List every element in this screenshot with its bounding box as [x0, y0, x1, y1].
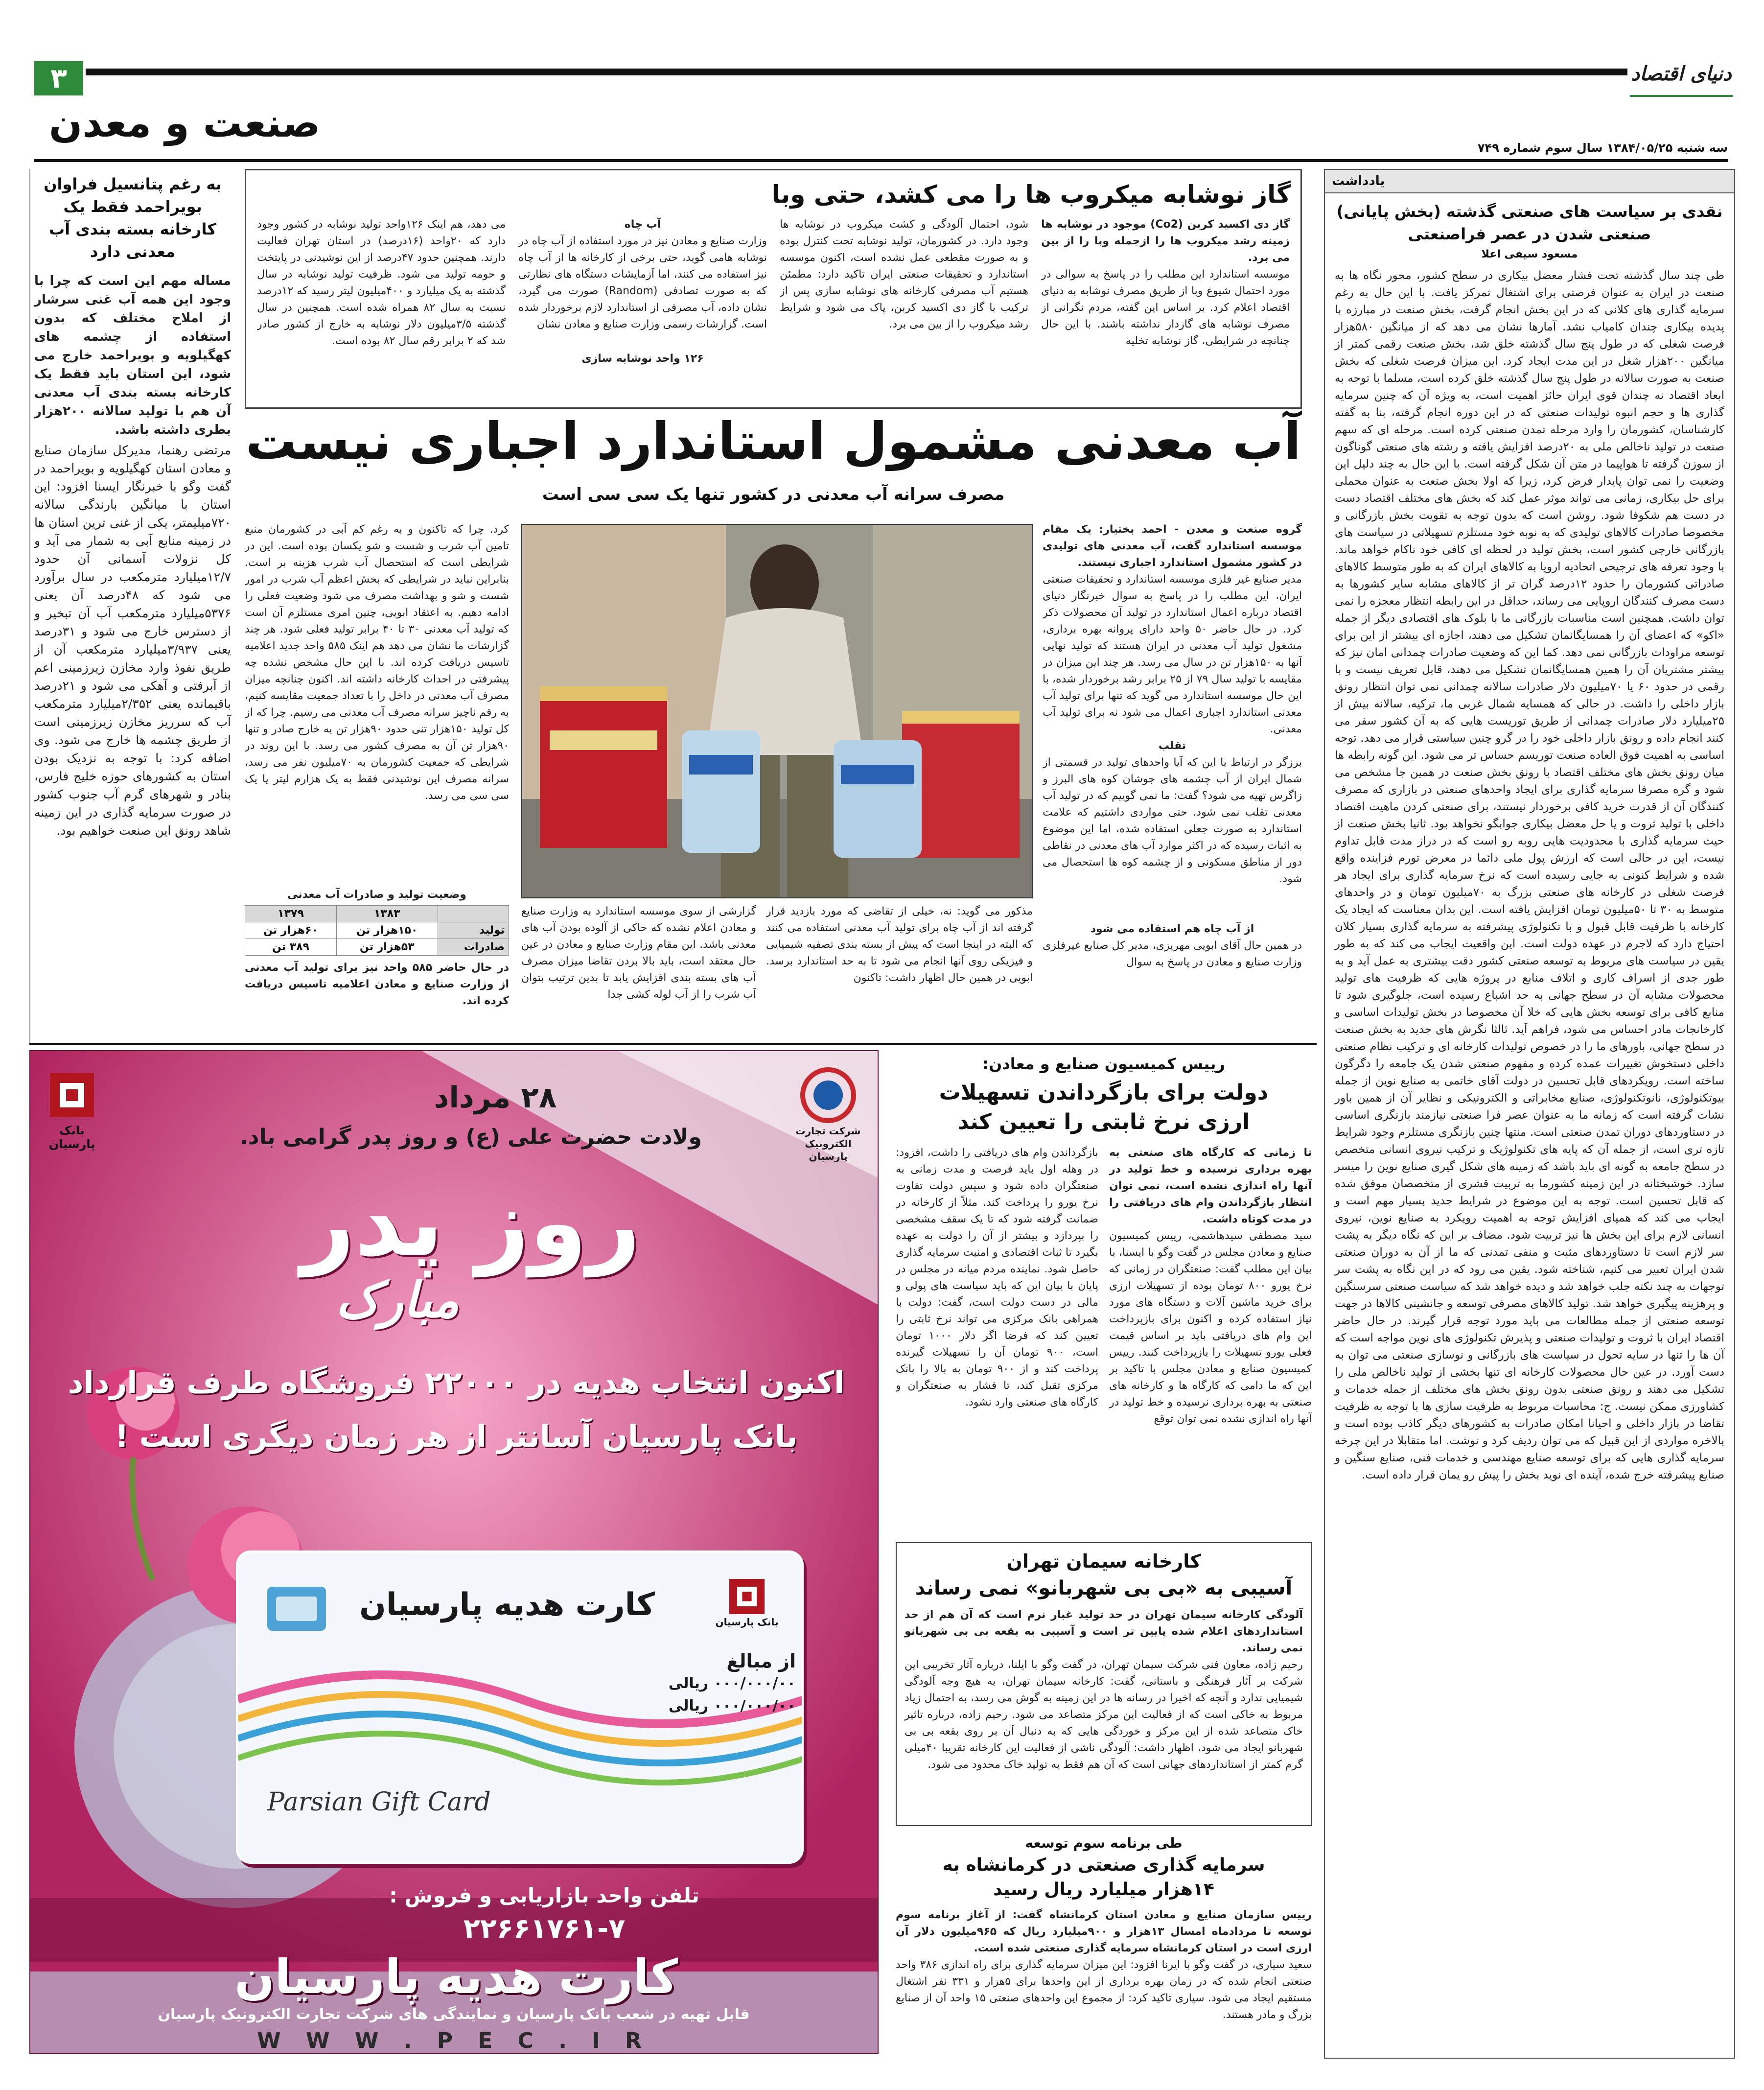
- bank-logo-text: بانک پارسیان: [48, 1124, 95, 1151]
- masthead-rule: [34, 159, 1728, 162]
- table-row: [245, 922, 509, 939]
- currency-kicker: رییس کمیسیون صنایع و معادن:: [982, 1055, 1225, 1073]
- main-col1-lead: گروه صنعت و معدن - احمد بختیار: یک مقام موسسه استاندارد گفت، آب معدنی های تولیدی در کشور مشمول استاندارد اجباری نیستند.: [1043, 523, 1302, 569]
- card-amount-2: ۰۰۰/۰۰۰/۰۰ ریالی: [668, 1697, 796, 1714]
- company-logo: [789, 1066, 867, 1164]
- gas-story-sub2: ۱۲۶ واحد نوشابه سازی: [581, 352, 704, 365]
- photo-illustration: [521, 525, 1032, 898]
- pec-logo-icon: [799, 1066, 858, 1125]
- gas-story-col3: وزارت صنایع و معادن نیز در مورد استفاده از آب چاه در نوشابه هامی گوید، حتی برخی از کارخانه ها از آب چاه نیز استفاده می کنند، اما آزمایشات دستگاه های نظارتی که به صورت تصادفی (Random) صورت می گیرد، نشان داده، آب مصرفی از استاندارد لازم برخوردار شده است. گزارشات رسمی وزارت صنایع و معادن نشان: [518, 235, 767, 330]
- ad-website: W W W . P E C . I R: [257, 2028, 650, 2053]
- table-header-cell: ۱۳۸۳: [337, 906, 438, 922]
- parsian-gift-card-ad: [29, 1050, 879, 2054]
- editorial-headline: نقدی بر سیاست های صنعتی گذشته (بخش پایانی) صنعتی شدن در عصر فراصنعتی: [1336, 202, 1723, 243]
- ad-brand: کارت هدیه پارسیان: [234, 1949, 678, 2004]
- gas-story-sub1: آب چاه: [624, 218, 661, 231]
- editorial-label: یادداشت: [1332, 174, 1385, 188]
- card-bank-name: بانک پارسیان: [715, 1616, 779, 1628]
- card-title: کارت هدیه پارسیان: [359, 1587, 655, 1623]
- currency-col2: بازگرداندن وام های دریافتی را داشت، افزود: در وهله اول باید فرصت و مدت زمانی به صنعتگران داده شود و سپس دولت تفاوت نرخ یورو را پرداخت کند. مثلاً از کارخانه در ضمانت گرفته شود که تا یک سقف مشخصی را بپردازد و بیشتر از آن را دولت به عهده بگیرد تا ثبات اقتصادی و امنیت سرمایه گذاری حاصل شود. نماینده مردم میانه در مجلس در پایان با بیان این که باید سیاست های پولی و مالی در دست دولت است، گفت: دولت با همراهی بانک مرکزی می تواند نرخ ثابتی را تعیین کند که فرضا اگر دلار ۱۰۰۰ تومان است، ۹۰۰ تومان آن را تسهیلات گیرنده پرداخت کند و از ۹۰۰ تومان به بالا را بانک مرکزی تقبل کند، تا فشار به صنعتگران و کارگاه های صنعتی وارد نشود.: [896, 1147, 1098, 1409]
- main-col4-body: کرد. چرا که تاکنون و به رغم کم آبی در کشورمان منبع تامین آب شرب و شست و شو یکسان بوده است. این در شرایطی است که استحصال آب شرب هزینه بر است. بنابراین نباید در شرایطی که بخش اعظم آب شرب در امور شست و شو و بهداشت مصرف می شود وضعیت فعلی را ادامه دهیم. به اعتقاد ابویی، چنین امری مستلزم آن است که تولید آب معدنی ۳۰ تا ۴۰ برابر تولید فعلی شود. هر چند گزارشات ما نشان می دهد هم اینک ۵۸۵ واحد جدید اعلامیه تاسیس دریافت کرده اند. با این حال مشخص نشده چه پیشرفتی در احداث کارخانه داشته اند. اکنون چنانچه میزان مصرف آب معدنی در داخل را با تعداد جمعیت مقایسه کنیم، به رقم ناچیز سرانه مصرف آب معدنی می رسیم. چرا که از کل تولید ۱۵۰هزار تنی حدود ۹۰هزار تن به خارج صادر و تنها ۹۰هزار تن آن به مصرف کشور می رسد. با این روند در شرایطی که جمعیت کشورمان به ۷۰میلیون نفر می رسد، سرانه مصرف این نوشیدنی فقط به یک هزارم لیتر یا یک سی سی می رسد.: [245, 523, 509, 802]
- gas-story-lead: گاز دی اکسید کربن (Co2) موجود در نوشابه ها زمینه رشد میکروب ها را ازجمله وبا را از بین می برد.: [1041, 218, 1290, 264]
- ad-headline-2: بانک پارسیان آسانتر از هر زمان دیگری است !: [115, 1418, 798, 1454]
- ad-congrats: مبارک: [335, 1271, 459, 1329]
- table-header-cell: ۱۳۷۹: [245, 906, 337, 922]
- company-name: شرکت تجارت الکترونیک پارسیان: [795, 1125, 861, 1162]
- kermanshah-kicker: طی برنامه سوم توسعه: [1025, 1835, 1183, 1851]
- cement-body: رحیم زاده، معاون فنی شرکت سیمان تهران، در گفت وگو با ایلنا، درباره آثار تخریبی این شرکت بر آثار فرهنگی و باستانی، گفت: کارخانه سیمان تهران، به هیچ وجه آلودگی شیمیایی ندارد و آنچه که اخیرا در رسانه ها در این زمینه به گوش می رسد، به احتمال زیاد مربوط به خاکی است که از فعالیت این مرکز متصاعد می شود. رحیم زاده، درباره تاثیر خاک متصاعد شده از این مرکز و خوردگی هایی که به دنبال آن بر روی بقعه بی بی شهربانو ایجاد می شود، اظهار داشت: آلودگی ناشی از فعالیت این کارخانه تقریبا ۴۰میلی گرم کمتر از استانداردهای جهانی است که آن هم فقط به تولید خاک محدود می شود.: [905, 1659, 1303, 1771]
- gas-story-col4: می دهد، هم اینک ۱۲۶واحد تولید نوشابه در کشور وجود دارد که ۲۰واحد (۱۶درصد) در استان تهران فعالیت دارند. همچنین حدود ۴۷درصد از این نوشیدنی در پایتخت و حومه تولید می شود. ظرفیت تولید نوشابه در سال گذشته به یک میلیارد و ۴۰۰میلیون لیتر رسید که ۱۲درصد نسبت به سال ۸۲ همراه شده است. همچنین در سال گذشته ۳/۵میلیون دلار نوشابه به خارج از کشور صادر شد که ۲ برابر رقم سال ۸۲ بوده است.: [257, 218, 506, 347]
- currency-headline: دولت برای بازگرداندن تسهیلات ارزی نرخ ثابتی را تعیین کند: [939, 1080, 1269, 1134]
- kermanshah-body: سعید سیاری، در گفت وگو با ایرنا افزود: این میزان سرمایه گذاری برای راه اندازی ۳۸۶ واحد صنعتی انجام شده که در زمان بهره برداری از این واحدها برای ۵هزار و ۳۳۱ نفر اشتغال مستقیم ایجاد می شود. سیاری تاکید کرد: از مجموع این واحدهای صنعتی ۱۵ واحد آن از صنایع بزرگ و مادر هستند.: [896, 1959, 1312, 2021]
- ad-headline-1: اکنون انتخاب هدیه در ۲۲۰۰۰ فروشگاه طرف قرارداد: [68, 1364, 845, 1400]
- card-bank-logo-icon: [727, 1577, 766, 1616]
- table-cell: ۵۳هزار تن: [337, 939, 438, 956]
- cement-headline: آسیبی به «بی بی شهربانو» نمی رساند: [915, 1577, 1293, 1599]
- editorial-label-bar: [1325, 170, 1734, 193]
- main-col1-sub1: تقلب: [1158, 740, 1186, 752]
- table-cell: تولید: [438, 922, 509, 939]
- paper-logo: دنیای اقتصاد: [1630, 63, 1733, 97]
- gas-story-col2: شود، احتمال آلودگی و کشت میکروب در نوشابه ها وجود دارد. در کشورمان، تولید نوشابه تحت کنترل بوده و به صورت مقطعی عمل نشده است، اکنون موسسه استاندارد و تحقیقات صنعتی ایران تاکید دارد: مطمئن هستیم آب مصرفی کارخانه های نوشابه سازی پس از ترکیب با گاز دی اکسید کربن، پاک می شود و شرایط رشد میکروب را از بین می برد.: [780, 218, 1028, 330]
- card-bank-logo: [708, 1577, 786, 1641]
- main-subhead: مصرف سرانه آب معدنی در کشور تنها یک سی سی است: [542, 485, 1005, 504]
- main-col3: [521, 903, 756, 1035]
- page-number: ۳: [50, 62, 68, 94]
- water-stats-table: [245, 905, 509, 956]
- gift-card: [236, 1550, 804, 1864]
- ad-occasion: ولادت حضرت علی (ع) و روز پدر گرامی باد.: [240, 1125, 702, 1150]
- editorial-author: مسعود سیفی اعلا: [1481, 248, 1578, 260]
- left-body: مرتضی رهنما، مدیرکل سازمان صنایع و معادن استان کهگیلویه و بویراحمد در گفت وگو با خبرنگار ایسنا افزود: این استان با میانگین بارندگی سالانه ۷۲۰میلیمتر، یکی از غنی ترین استان ها در زمینه منابع آبی به شمار می آید و کل نزولات آسمانی آن حدود ۱۲/۷میلیارد مترمکعب در سال برآورد می شود که ۴۸درصد آن یعنی ۵۳۷۶میلیارد مترمکعب آب آن تبخیر و از دسترس خارج می شود و ۳۱درصد یعنی ۳/۹۳۷میلیارد مترمکعب آن از طریق نفوذ وارد مخازن زیرزمینی اعم از آبرفتی و آهکی می شود و ۲۱درصد باقیمانده یعنی ۲/۳۵۲میلیارد مترمکعب آب که سرریز مخازن زیرزمینی است از طریق چشمه ها خارج می شود. وی اضافه کرد: با توجه به نزدیک بودن استان به کشورهای حوزه خلیج فارس، بنادر و شهرهای گرم آب جنوب کشور در صورت سرمایه گذاری در این زمینه شاهد رونق این صنعت خواهیم بود.: [34, 443, 232, 838]
- main-col1-body2: برزگر در ارتباط با این که آیا واحدهای تولید در قسمتی از شمال ایران از آب چشمه های جوشان کوه های البرز و زاگرس تهیه می شود؟ گفت: ما نمی گوییم که در تولید آب معدنی تقلب نمی شود. حتی مواردی داشتیم که علامت استاندارد به صورت جعلی استفاده شده، اما این موضوع به اثبات رسیده که در اکثر موارد آب های معدنی در نقاطی دور از مناطق مسکونی و از چشمه کوه ها استحصال می شود.: [1043, 756, 1302, 885]
- table-cell: ۶۰هزار تن: [245, 922, 337, 939]
- editorial-column: [1324, 169, 1735, 2059]
- currency-lead: تا زمانی که کارگاه های صنعتی به بهره برداری نرسیده و خط تولید در آنها راه اندازی نشده است، نمی توان انتظار بازگرداندن وام های دریافتی را در مدت کوتاه داشت.: [1109, 1147, 1312, 1225]
- main-col1: [1043, 521, 1302, 1035]
- table-row: [245, 939, 509, 956]
- table-header-row: [245, 906, 509, 922]
- table-cell: ۱۵۰هزار تن: [337, 922, 438, 939]
- ad-date: ۲۸ مرداد: [434, 1080, 557, 1115]
- table-cell: ۳۸۹ تن: [245, 939, 337, 956]
- bank-logo: [40, 1071, 104, 1218]
- cement-story-box: [896, 1542, 1312, 1826]
- left-column: [29, 169, 235, 1045]
- cement-kicker: کارخانه سیمان تهران: [1006, 1550, 1201, 1572]
- main-col2: [766, 903, 1033, 1035]
- main-col3-body: گزارشی از سوی موسسه استاندارد به وزارت صنایع و معادن اعلام نشده که حاکی از آلوده بودن آب های معدنی باشد. این مقام وزارت صنایع و معادن در عین حال معتقد است، باید بالا بردن تقاضا میزان مصرف آب های بسته بندی افزایش یابد تا بدین ترتیب بتوان آب شرب را از آب لوله کشی جدا: [521, 905, 756, 1001]
- main-col1-body: مدیر صنایع غیر فلزی موسسه استاندارد و تحقیقات صنعتی ایران، این مطلب را در پاسخ به سوال خبرنگار دنیای اقتصاد درباره اعمال استاندارد در تولید آن محصولات ذکر کرد. در حال حاضر ۵۰ واحد دارای پروانه بهره برداری، مشغول تولید آب معدنی در ایران هستند که تولید نهایی آنها به ۱۵۰هزار تن در سال می رسد. هر چند این میزان در مقایسه با تولید سال ۷۹ از ۲۵ برابر رشد برخوردار شده، با این حال موسسه استاندارد می گوید که تنها برای تولید آب معدنی استاندارد اجباری اعمال می شود نه برای تولید آب معدنی.: [1043, 573, 1302, 735]
- left-lead: مساله مهم این است که چرا با وجود این همه آب غنی سرشار از املاح مختلف که بدون استفاده از چشمه های کهگیلویه و بویراحمد خارج می شود، این استان باید فقط یک کارخانه بسته بندی آب معدنی آن هم با تولید سالانه ۲۰۰هزار بطری داشته باشد.: [34, 274, 231, 437]
- gas-story-col1: موسسه استاندارد این مطلب را در پاسخ به سوالی در مورد احتمال شیوع وبا از طریق مصرف نوشابه به دنیای اقتصاد اعلام کرد. بر اساس این گفته، مردم نگرانی از مصرف نوشابه های گازدار نداشته باشند. با این حال چنانچه در شرایطی، گاز نوشابه تخلیه: [1041, 268, 1290, 347]
- main-bottom-rule: [29, 1043, 1317, 1045]
- currency-col1: سید مصطفی سیدهاشمی، رییس کمیسیون صنایع و معادن مجلس در گفت وگو با ایسنا، با بیان این مطلب گفت: صنعتگران در زمانی که نرخ یورو ۸۰۰ تومان بوده از تسهیلات ارزی برای خرید ماشین آلات و دستگاه های مورد نیاز استفاده کرده و اکنون برای بازپرداخت این وام های دریافتی باید بر اساس قیمت فعلی یورو تسهیلات را بازپرداخت کنند. رییس کمیسیون صنایع و معادن مجلس با تاکید بر این که ما دامی که کارگاه ها و کارخانه های صنعتی به بهره برداری نرسیده و خط تولید در آنها راه اندازی نشده نمی توان توقع: [1109, 1230, 1312, 1425]
- main-col1-body3: در همین حال آقای ابویی مهریزی، مدیر کل صنایع غیرفلزی وزارت صنایع و معادن در پاسخ به سوال: [1043, 939, 1302, 968]
- water-table-footnote: در حال حاضر ۵۸۵ واحد نیز برای تولید آب معدنی از وزارت صنایع و معادن اعلامیه تاسیس دریافت کرده اند.: [245, 962, 509, 1007]
- cement-lead: آلودگی کارخانه سیمان تهران در حد تولید غبار نرم است که آن هم از حد استانداردهای اعلام شده پایین تر است و آسیبی به بقعه بی بی شهربانو نمی رساند.: [905, 1609, 1303, 1654]
- main-col2-body: مذکور می گوید: نه، خیلی از تقاضی که مورد بازدید قرار گرفته اند از آب چاه برای تولید آب معدنی استفاده می کنند که البته در اینجا است که پیش از بسته بندی تصفیه شیمیایی و فیزیکی روی آنها انجام می شود تا به حد استاندارد برسد. ابویی در همین حال اظهار داشت: تاکنون: [766, 905, 1033, 984]
- currency-story: [896, 1053, 1312, 1542]
- gas-story-headline: گاز نوشابه میکروب ها را می کشد، حتی وبا: [771, 180, 1291, 209]
- left-headline: به رغم پتانسیل فراوان بویراحمد فقط یک کارخانه بسته بندی آب معدنی دارد: [44, 175, 222, 261]
- gas-story-box: [245, 169, 1302, 409]
- table-cell: صادرات: [438, 939, 509, 956]
- ad-availability: قابل تهیه در شعب بانک پارسیان و نمایندگی های شرکت تجارت الکترونیک پارسیان: [158, 2006, 750, 2023]
- masthead-top-rule: [86, 69, 1627, 75]
- water-table-title: وضعیت تولید و صادرات آب معدنی: [287, 889, 466, 901]
- mineral-water-photo: [521, 524, 1033, 898]
- bank-logo-icon: [47, 1071, 96, 1120]
- kermanshah-story: [896, 1833, 1312, 2049]
- main-col4: [245, 521, 509, 1035]
- card-amount-1: ۰۰۰/۰۰۰/۰۰ ریالی: [668, 1675, 796, 1692]
- ad-phone: ۲۲۶۶۱۷۶۱-۷: [463, 1913, 626, 1945]
- card-amount-label: از مبالغ: [726, 1650, 796, 1672]
- editorial-body: طی چند سال گذشته تحت فشار معضل بیکاری در سطح کشور، محور نگاه ها به صنعت در ایران به عنوان فرصتی برای اشتغال تمرکز یافت. با این حال به رغم سرمایه گذاری های کلانی که در این بخش انجام گرفت، بخش صنعت در مبارزه با پدیده بیکاری چندان کامیاب نشد. آمارها نشان می دهد که از میانگین ۵۸۰هزار فرصت شغلی که در طول پنج سال گذشته خلق شد، بخش صنعت رقمی کمتر از میانگین ۲۰۰هزار شغل در این مدت ایجاد کرد. این میزان فرصت شغلی که بخش صنعت به صورت سالانه در طول پنج سال گذشته خلق کرده است، مسلما با توجه به ابعاد اقتصاد نه چندان قوی ایران حائز اهمیت است، به ویژه آن که چنین سرمایه گذاری ها و حجم انبوه تولیدات صنعتی که در این دوره انجام گرفته، بنا به گفته کارشناسان، کشورمان را وارد مرحله تمدن صنعتی کرده است. مرحله ای که سهم صنعت در تولید ناخالص ملی به ۲۰درصد افزایش یافته و رشته های صنعتی گوناگون از سوزن گرفته تا هواپیما در متن آن شکل گرفته است. با این حال به چند دلیل این وضعیت را نمی توان پایدار فرض کرد، زیرا که اولا بخش صنعت به عنوان محملی برای حل بیکاری، زمانی می تواند موثر عمل کند که بخش های مختلف اقتصاد دست در دست هم شکوفا شود. روشن است که بدون توجه به تقویت بخش بازرگانی و مخصوصا صادرات کالاهای تولیدی که به نوبه خود مستلزم تسهیلاتی در سیاست های بازرگانی خارجی کشور است، بخش تولید در لحظه ای کافی خود ناکام خواهد ماند. با وجود تعرفه های ترجیحی اتحادیه اروپا به کالاهای ایران که به طور متوسط کالاهای صادراتی کشورمان را حدود ۱۲درصد گران تر از کالاهای مشابه سایر کشورها به دست مصرف کنندگان اروپایی می رساند، حداقل در این رابطه انتظار معجزه را نمی توان داشت. همچنین است مناسبات بازرگانی ما با بلوک های اقتصادی دیگر از جمله «اکو» که اعضای آن را همسایگانمان تشکیل می دهند، اجازه ای بیشتر از این برای توسعه مراودات بازرگانی نمی دهد. کما این که وضعیت صادرات چمدانی امان نیز که بیشتر مشتریان آن را همین همسایگانمان تشکیل می دهند، قابل تعریف نیست و با رقمی در حدود ۶۰ یا ۷۰میلیون دلار صادرات سالانه چمدانی نمی توان انتظار رونق بازار داخلی را داشت. در حالی که همسایه شمال غربی ما، ترکیه، سالانه بیش از ۲۵میلیارد دلار صادرات چمدانی از طریق توریست هایی که به آن کشور سفر می کنند انجام داده و رونق بازار داخلی خود را در گرو چنین سیاستی قرار می دهد. توجه اساسی به اهمیت فوق العاده صنعت توریسم حساس تر می شود. این گونه رابطه ها میان رونق بخش های مختلف اقتصاد با رونق بخش صنعت در همین جا مشخص می شود و گره مصرفا سرمایه گذاری برای ایجاد واحدهای صنعتی در بازاری که مصرف کنندگان آن از قدرت خرید کافی برخوردار نیستند، برای صنعتی کردن ماهیت اقتصاد داخلی با تولید ثروت و یا حل معضل بیکاری جوابگو نخواهد بود. ثانیا بخش صنعت از حیث سرمایه گذاری با محدودیت هایی روبه رو است که در دراز مدت قابل تداوم نیست، این در حالی است که ارزش پول ملی دائما در معرض تورم فزاینده واقع شده و شرایط کنونی به جایی رسیده است که نرخ سرمایه گذاری برای ایجاد هر فرصت شغلی در کارخانه های صنعتی بزرگ به ۷۰میلیون تومان و در واحدهای متوسط به ۳۰ تا ۵۰میلیون تومان افزایش یافته است. این بدان معناست که ایجاد یک کارخانه با ظرفیت قابل قبول و با تکنولوژی پیشرفته به سرمایه گذاری بسیار کلان احتیاج دارد که لاجرم در عهده دولت است. این واقعیت ایجاب می کند که به طور یقین در سیاست های مربوط به توسعه صنعتی کشور دقت بیشتری به عمل آید و به طور جدی از اسراف کاری و اتلاف منابع در پروژه هایی که ظرفیت های تولید محصولات مشابه آن در سطح جهانی به حد اشباع رسیده است، جلوگیری شود تا منابع کافی برای توسعه بخش هایی که خلا آن مخصوصا در بخش تولیدات اساسی و کارخانجات مادر احساس می شود، فراهم آید. ثالثا نگرش های جدید به بخش صنعت در سطح جهانی، باورهای ما را در خصوص تولیدات کارخانه ای و ترکیب نظام صنعتی داخلی دستخوش تغییرات عمده کرده و مفهوم صنعتی شدن یک جامعه را دگرگون ساخته است. رویکردهای قابل تحسین در دولت آقای خاتمی به صنایع نوین از جمله بیوتکنولوژی، نانوتکنولوژی، صنایع مخابراتی و الکترونیکی و نظایر آن از همین باور نشات گرفته است که زمانه ما به عنوان عصر فرا صنعتی نیازمند بازنگری اساسی در دستاوردهای دوران تمدن صنعتی است. منتها چنین بازنگری مستلزم وجود شرایط تازه تری است، از جمله آن که پایه های تکنولوژیک و ترکیب نیروی انسانی متخصص در سطح جامعه به گونه ای باید باشد که زمینه های شکل گیری صنایع نوین را میسر سازد. خوشبختانه در این زمینه کشورما به تربیت قشری از متخصصان موفق شده که قابل تحسین است. توجه به این موضوع در شرایط جدید بسیار مهم است و ایجاب می کند که همپای افزایش توجه به اهمیت رویکرد به صنایع نوین، نیروی انسانی لازم برای این بخش ها نیز تربیت شود. مضاف بر این که نگاه دیگر به پشت سر لازم است تا دستاوردهای مثبت و منفی تمدنی که ما از آن به دوران صنعتی شدن ایران تعبیر می کنیم، شناخته شود. یقین می رود که در این نگاه به پشت سر توجهات به چند نکته جلب خواهد شد و دیده خواهد شد که سیاست صنعتی سرسنگین و پرهزینه پیگیری خواهد شد. تولید کالاهای مصرفی توسعه و جانشینی کالاها در جهت توسعه صنعتی از جمله مطالعات می باید مورد توجه قرار گیرند. در حال حاضر اقتصاد ایران با ثروت و تولیدات صنعتی و پذیرش تکنولوژی های نوین مواجه است که آن ها را تنها در سایه تحول در سیاست های بازرگانی و نوسازی صنعتی می توان به دست آورد. در عین حال محصولات کارخانه ای تنها بخشی از تولید ناخالص ملی را تشکیل می دهند و رونق صنعتی بدون رونق بخش های مختلف از جمله خدمات و کشاورزی ممکن نیست. ج: محاسبات مربوط به ظرفیت سازی ها با توجه به ظرفیت تقاضا در بازار داخلی و احیانا امکان صادرات به کشورهای دیگر کاذب بوده است و بالاخره مواردی از این قبیل که می توان ردیف کرد و نوشت. اما متقابلا در این چرخه سرمایه گذاری هایی که برای توسعه صنایع مهندسی و خدمات فنی، صنایع سنگین و صنایع پیشرفته خرج شده، آینده ای نوید بخش را پیش رو یمان قرار داده است.: [1335, 269, 1725, 1481]
- main-col1-sub2: از آب چاه هم استفاده می شود: [1090, 923, 1254, 935]
- ad-big-word: روز پدر: [301, 1169, 641, 1277]
- page-number-badge: [34, 61, 83, 95]
- ad-phone-label: تلفن واحد بازاریابی و فروش :: [389, 1883, 699, 1907]
- kermanshah-headline: سرمایه گذاری صنعتی در کرمانشاه به ۱۴هزار میلیارد ریال رسید: [942, 1855, 1265, 1900]
- date-line: سه شنبه ۱۳۸۴/۰۵/۲۵ سال سوم شماره ۷۴۹: [1477, 141, 1728, 155]
- table-header-cell: [438, 906, 509, 922]
- main-headline: آب معدنی مشمول استاندارد اجباری نیست: [245, 411, 1301, 471]
- kermanshah-lead: رییس سازمان صنایع و معادن استان کرمانشاه گفت: از آغاز برنامه سوم توسعه تا مردادماه امسال ۱۳هزار و ۹۰۰میلیارد ریال که ۹۶۵میلیون دلار آن ارزی است در استان کرمانشاه سرمایه گذاری صنعتی شده است.: [896, 1909, 1312, 1954]
- section-title: صنعت و معدن: [49, 100, 321, 146]
- card-english-name: Parsian Gift Card: [267, 1787, 491, 1817]
